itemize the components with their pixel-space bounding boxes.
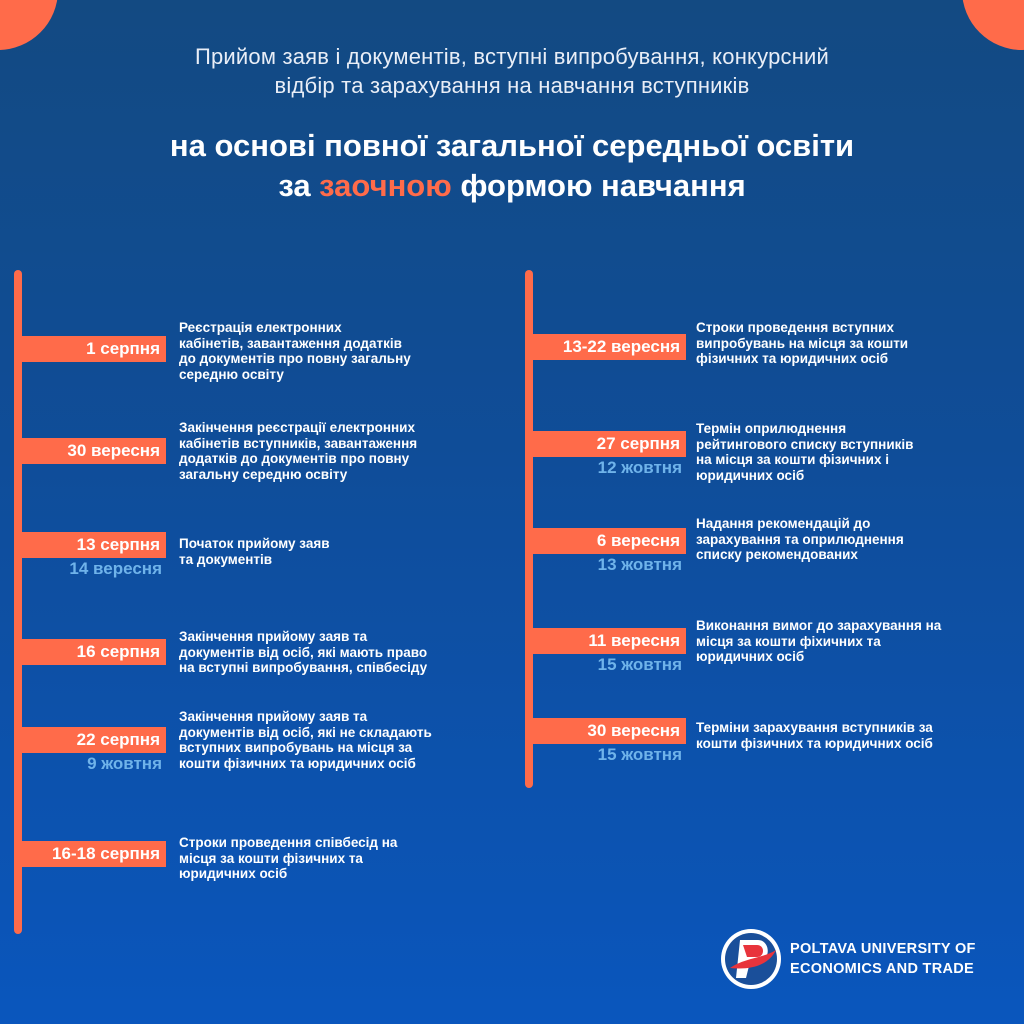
event-description bbox=[696, 720, 933, 751]
description-line: юридичних осіб bbox=[179, 866, 288, 881]
description-line: та документів bbox=[179, 551, 273, 567]
title-line-1: на основі повної загальної середньої освіти bbox=[169, 128, 855, 163]
event-description bbox=[179, 420, 417, 482]
brand-line-1: POLTAVA UNIVERSITY OF bbox=[790, 941, 976, 957]
description-line: кабінетів, завантаження додатків bbox=[179, 335, 402, 351]
secondary-date: 15 жовтня bbox=[597, 745, 682, 764]
title-accent-word: заочною bbox=[319, 168, 452, 203]
secondary-date: 12 жовтня bbox=[597, 458, 682, 477]
description-line: вступних випробувань на місця за bbox=[179, 740, 413, 755]
description-line: середню освіту bbox=[179, 366, 284, 382]
description-line: юридичних осіб bbox=[696, 467, 805, 483]
subtitle-line-1: Прийом заяв і документів, вступні випробування, конкурсний bbox=[194, 44, 830, 69]
description-line: загальну середню освіту bbox=[179, 466, 348, 482]
event-description bbox=[179, 629, 427, 676]
secondary-date: 15 жовтня bbox=[597, 655, 682, 674]
date-ribbon: 27 серпня bbox=[529, 431, 686, 457]
event-description bbox=[696, 516, 904, 563]
title-line-2 bbox=[0, 166, 1024, 206]
university-logo-icon bbox=[720, 928, 782, 990]
description-line: Надання рекомендацій до bbox=[696, 516, 871, 531]
page-subtitle bbox=[0, 42, 1024, 100]
description-line: фізичних та юридичних осіб bbox=[696, 351, 889, 366]
event-description bbox=[696, 618, 941, 665]
secondary-date: 14 вересня bbox=[69, 559, 162, 578]
date-ribbon: 13-22 вересня bbox=[529, 334, 686, 360]
university-brand bbox=[790, 939, 976, 979]
description-line: рейтингового списку вступників bbox=[696, 436, 914, 452]
description-line: Закінчення прийому заяв та bbox=[179, 629, 368, 644]
event-description bbox=[179, 835, 397, 882]
description-line: до документів про повну загальну bbox=[179, 351, 411, 366]
description-line: Строки проведення вступних bbox=[696, 320, 894, 335]
description-line: випробувань на місця за кошти bbox=[696, 335, 909, 351]
description-line: на вступні випробування, співбесіду bbox=[179, 660, 428, 675]
event-description bbox=[696, 320, 908, 367]
date-ribbon: 22 серпня bbox=[18, 727, 166, 753]
date-ribbon: 30 вересня bbox=[529, 718, 686, 744]
date-ribbon: 6 вересня bbox=[529, 528, 686, 554]
date-ribbon: 1 серпня bbox=[18, 336, 166, 362]
description-line: Терміни зарахування вступників за bbox=[696, 720, 933, 735]
secondary-date: 13 жовтня bbox=[597, 555, 682, 574]
description-line: юридичних осіб bbox=[696, 649, 805, 664]
description-line: додатків до документів про повну bbox=[179, 451, 410, 466]
description-line: Виконання вимог до зарахування на bbox=[696, 618, 942, 633]
title-line-2-post: формою навчання bbox=[451, 168, 746, 203]
event-description bbox=[179, 709, 432, 771]
description-line: місця за кошти фізичних та bbox=[179, 850, 363, 866]
subtitle-line-2: відбір та зарахування на навчання вступників bbox=[274, 73, 750, 98]
description-line: Строки проведення співбесід на bbox=[179, 835, 398, 850]
timeline-rail-left bbox=[14, 270, 22, 934]
description-line: Закінчення прийому заяв та bbox=[179, 709, 368, 724]
date-ribbon: 16-18 серпня bbox=[18, 841, 166, 867]
brand-line-2: ECONOMICS AND TRADE bbox=[790, 961, 974, 977]
description-line: кошти фізичних та юридичних осіб bbox=[696, 735, 933, 751]
secondary-date: 9 жовтня bbox=[87, 754, 162, 773]
description-line: документів від осіб, які мають право bbox=[179, 644, 428, 660]
description-line: документів від осіб, які не складають bbox=[179, 724, 432, 740]
description-line: зарахування та оприлюднення bbox=[696, 531, 904, 547]
page-title bbox=[0, 126, 1024, 206]
event-description bbox=[179, 320, 411, 382]
description-line: списку рекомендованих bbox=[696, 547, 858, 562]
date-ribbon: 16 серпня bbox=[18, 639, 166, 665]
event-description bbox=[696, 421, 913, 483]
description-line: місця за кошти фіхичних та bbox=[696, 633, 881, 649]
description-line: кабінетів вступників, завантаження bbox=[179, 435, 418, 451]
description-line: Закінчення реєстрації електронних bbox=[179, 420, 415, 435]
description-line: на місця за кошти фізичних і bbox=[696, 452, 889, 467]
description-line: Термін оприлюднення bbox=[696, 421, 847, 436]
description-line: Початок прийому заяв bbox=[179, 536, 330, 551]
title-line-2-pre: за bbox=[278, 168, 320, 203]
description-line: Реєстрація електронних bbox=[179, 320, 342, 335]
date-ribbon: 11 вересня bbox=[529, 628, 686, 654]
date-ribbon: 13 серпня bbox=[18, 532, 166, 558]
date-ribbon: 30 вересня bbox=[18, 438, 166, 464]
description-line: кошти фізичних та юридичних осіб bbox=[179, 755, 416, 771]
event-description bbox=[179, 536, 330, 567]
